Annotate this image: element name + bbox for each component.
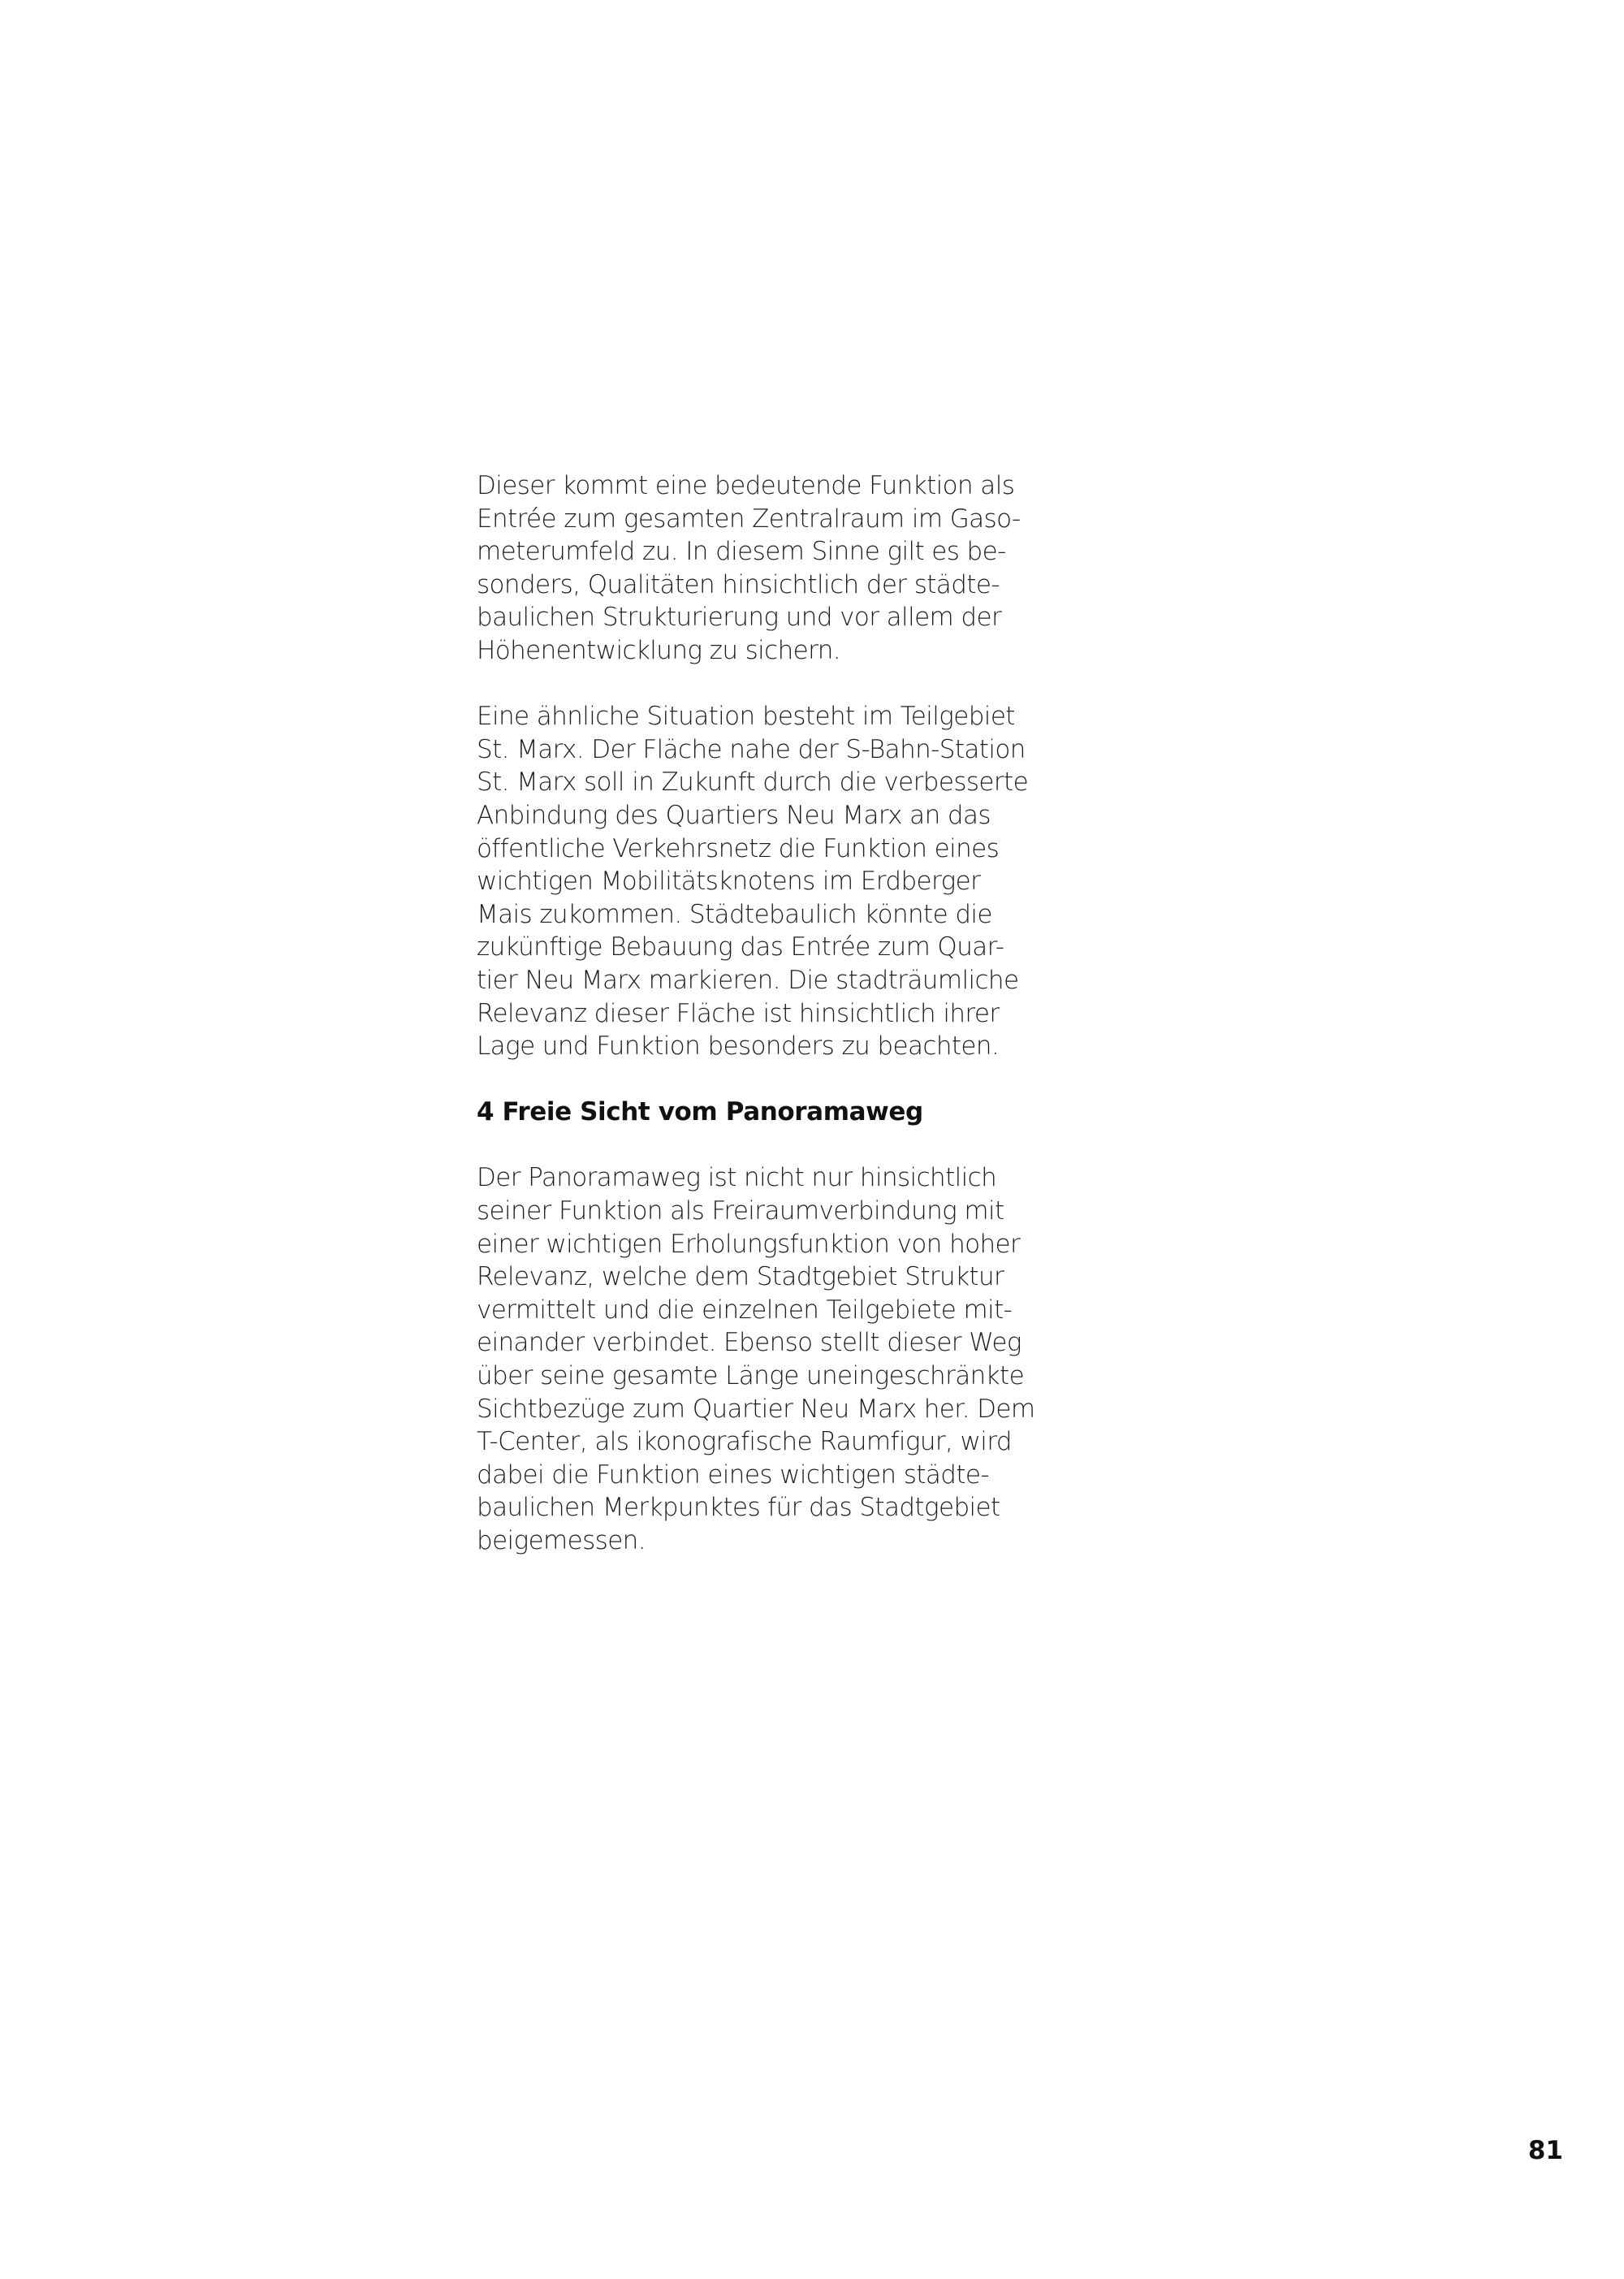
paragraph-1: [477, 469, 1021, 668]
paragraph-spacer: [477, 1129, 1004, 1162]
text-line: meterumfeld zu. In diesem Sinne gilt es be-: [477, 537, 1006, 567]
text-line: tier Neu Marx markieren. Die stadträumliche: [477, 965, 1019, 995]
text-line: über seine gesamte Länge uneingeschränkte: [477, 1361, 1025, 1391]
text-line: zukünftige Bebauung das Entrée zum Quar-: [477, 932, 1004, 962]
text-line: Dieser kommt eine bedeutende Funktion als: [477, 471, 1015, 500]
text-line: baulichen Merkpunktes für das Stadtgebiet: [477, 1493, 1000, 1523]
text-line: Entrée zum gesamten Zentralraum im Gaso-: [477, 504, 1021, 534]
text-line: T-Center, als ikonografische Raumfigur, wird: [477, 1427, 1012, 1457]
text-line: dabei die Funktion eines wichtigen städte-: [477, 1460, 989, 1490]
text-line: baulichen Strukturierung und vor allem der: [477, 603, 1002, 633]
text-line: Höhenentwicklung zu sichern.: [477, 635, 841, 665]
text-line: beigemessen.: [477, 1526, 646, 1555]
page-number: 81: [1527, 2136, 1563, 2165]
text-line: Sichtbezüge zum Quartier Neu Marx her. Dem: [477, 1394, 1035, 1424]
text-line: wichtigen Mobilitätsknotens im Erdberger: [477, 867, 981, 897]
text-line: Relevanz, welche dem Stadtgebiet Struktur: [477, 1262, 1004, 1292]
text-column: [477, 469, 1035, 1558]
paragraph-spacer: [477, 1063, 1004, 1096]
text-line: Relevanz dieser Fläche ist hinsichtlich ihrer: [477, 998, 1000, 1028]
text-line: St. Marx. Der Fläche nahe der S-Bahn-Station: [477, 734, 1026, 764]
text-line: vermittelt und die einzelnen Teilgebiete mit-: [477, 1295, 1013, 1325]
text-line: Eine ähnliche Situation besteht im Teilgebiet: [477, 702, 1015, 732]
paragraph-spacer: [477, 668, 1004, 701]
paragraph-2: [477, 700, 1029, 1063]
text-line: einander verbindet. Ebenso stellt dieser Weg: [477, 1328, 1021, 1358]
text-line: Anbindung des Quartiers Neu Marx an das: [477, 800, 991, 830]
text-line: sonders, Qualitäten hinsichtlich der städte-: [477, 569, 1000, 599]
text-line: öffentliche Verkehrsnetz die Funktion eines: [477, 833, 1000, 863]
text-line: Der Panoramaweg ist nicht nur hinsichtlich: [477, 1163, 997, 1193]
text-line: seiner Funktion als Freiraumverbindung mit: [477, 1196, 1004, 1226]
text-line: einer wichtigen Erholungsfunktion von hoher: [477, 1229, 1021, 1259]
text-line: Lage und Funktion besonders zu beachten.: [477, 1031, 1000, 1062]
text-line: Mais zukommen. Städtebaulich könnte die: [477, 899, 992, 929]
section-heading: 4 Freie Sicht vom Panoramaweg: [477, 1097, 923, 1127]
paragraph-3: [477, 1161, 1035, 1557]
text-line: St. Marx soll in Zukunft durch die verbesserte: [477, 768, 1029, 798]
